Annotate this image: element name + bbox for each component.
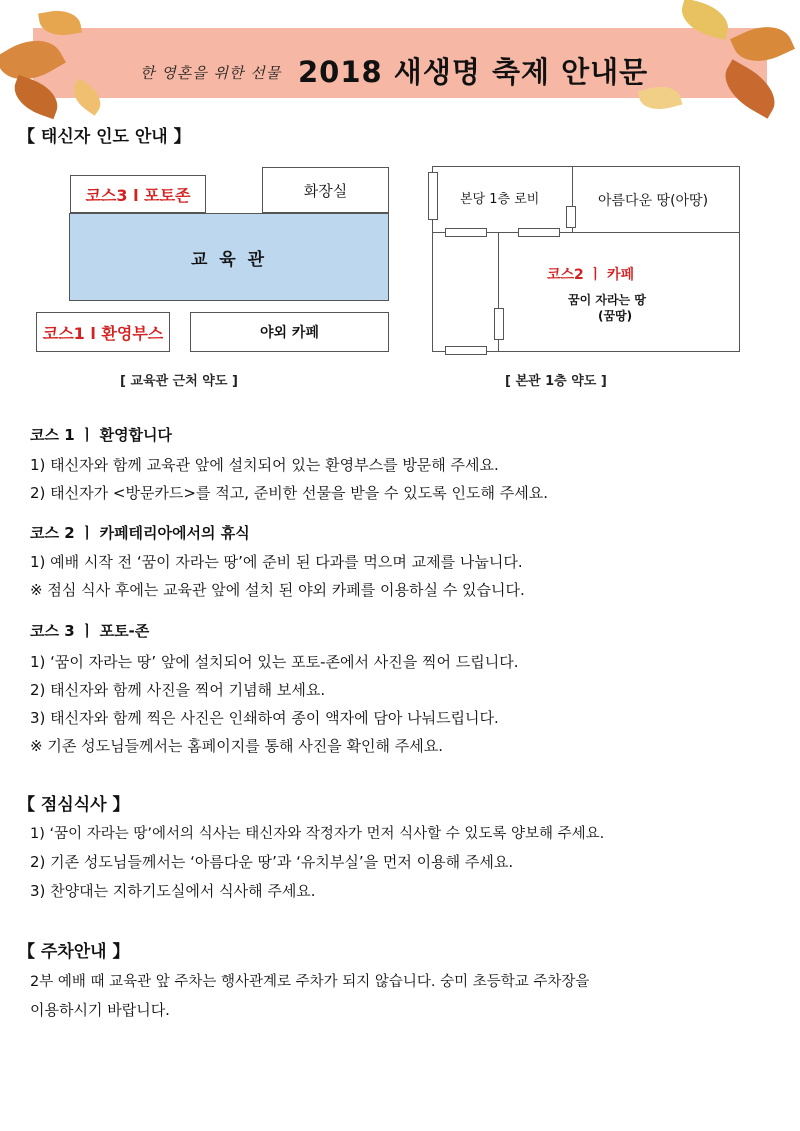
course3-line: 3) 태신자와 함께 찍은 사진은 인쇄하여 종이 액자에 담아 나눠드립니다. bbox=[30, 709, 499, 727]
course1-title: 코스 1 ㅣ 환영합니다 bbox=[30, 426, 173, 444]
lobby-label: 본당 1층 로비 bbox=[460, 192, 540, 207]
lunch-line: 2) 기존 성도님들께서는 ‘아름다운 땅’과 ‘유치부실’을 먼저 이용해 주세요. bbox=[30, 853, 514, 871]
restroom-label: 화장실 bbox=[262, 167, 389, 213]
guide-heading: 【 태신자 인도 안내 】 bbox=[18, 127, 191, 147]
course2-label: 코스2 ㅣ 카페 bbox=[547, 267, 635, 283]
outdoor-cafe-label: 야외 카페 bbox=[190, 312, 389, 352]
map2-caption: [ 본관 1층 약도 ] bbox=[505, 374, 607, 389]
course3-line: 2) 태신자와 함께 사진을 찍어 기념해 보세요. bbox=[30, 681, 326, 699]
header-title: 2018 새생명 축제 안내문 bbox=[298, 55, 649, 89]
course1-label: 코스1 l 환영부스 bbox=[36, 312, 170, 352]
lunch-heading: 【 점심식사 】 bbox=[18, 795, 130, 815]
header-subtitle: 한 영혼을 위한 선물 bbox=[140, 64, 282, 82]
parking-line: 이용하시기 바랍니다. bbox=[30, 1001, 170, 1019]
course3-label: 코스3 l 포토존 bbox=[70, 175, 206, 213]
parking-line: 2부 예배 때 교육관 앞 주차는 행사관계로 주차가 되지 않습니다. 숭미 초등학교 주차장을 bbox=[30, 974, 590, 990]
course1-line: 2) 태신자가 <방문카드>를 적고, 준비한 선물을 받을 수 있도록 인도해 주세요. bbox=[30, 484, 548, 502]
course3-title: 코스 3 ㅣ 포토-존 bbox=[30, 622, 150, 640]
lunch-line: 1) ‘꿈이 자라는 땅’에서의 식사는 태신자와 작정자가 먼저 식사할 수 있도록 양보해 주세요. bbox=[30, 826, 605, 842]
education-hall: 교 육 관 bbox=[69, 213, 389, 301]
parking-heading: 【 주차안내 】 bbox=[18, 942, 130, 962]
beautiful-land-label: 아름다운 땅(아땅) bbox=[598, 193, 709, 209]
course1-line: 1) 태신자와 함께 교육관 앞에 설치되어 있는 환영부스를 방문해 주세요. bbox=[30, 456, 499, 474]
course3-line: ※ 기존 성도님들께서는 홈페이지를 통해 사진을 확인해 주세요. bbox=[30, 737, 443, 755]
course3-line: 1) ‘꿈이 자라는 땅’ 앞에 설치되어 있는 포토-존에서 사진을 찍어 드립니다. bbox=[30, 653, 519, 671]
course2-title: 코스 2 ㅣ 카페테리아에서의 휴식 bbox=[30, 524, 250, 542]
course2-line: 1) 예배 시작 전 ‘꿈이 자라는 땅’에 준비 된 다과를 먹으며 교제를 나눕니다. bbox=[30, 553, 523, 571]
map1-caption: [ 교육관 근처 약도 ] bbox=[120, 374, 238, 389]
lunch-line: 3) 찬양대는 지하기도실에서 식사해 주세요. bbox=[30, 882, 316, 900]
header bbox=[0, 0, 800, 126]
course2-line: ※ 점심 식사 후에는 교육관 앞에 설치 된 야외 카페를 이용하실 수 있습니다. bbox=[30, 581, 525, 599]
dream-land-label: 꿈이 자라는 땅 bbox=[568, 293, 646, 307]
dream-land-short-label: (꿈땅) bbox=[598, 309, 633, 323]
